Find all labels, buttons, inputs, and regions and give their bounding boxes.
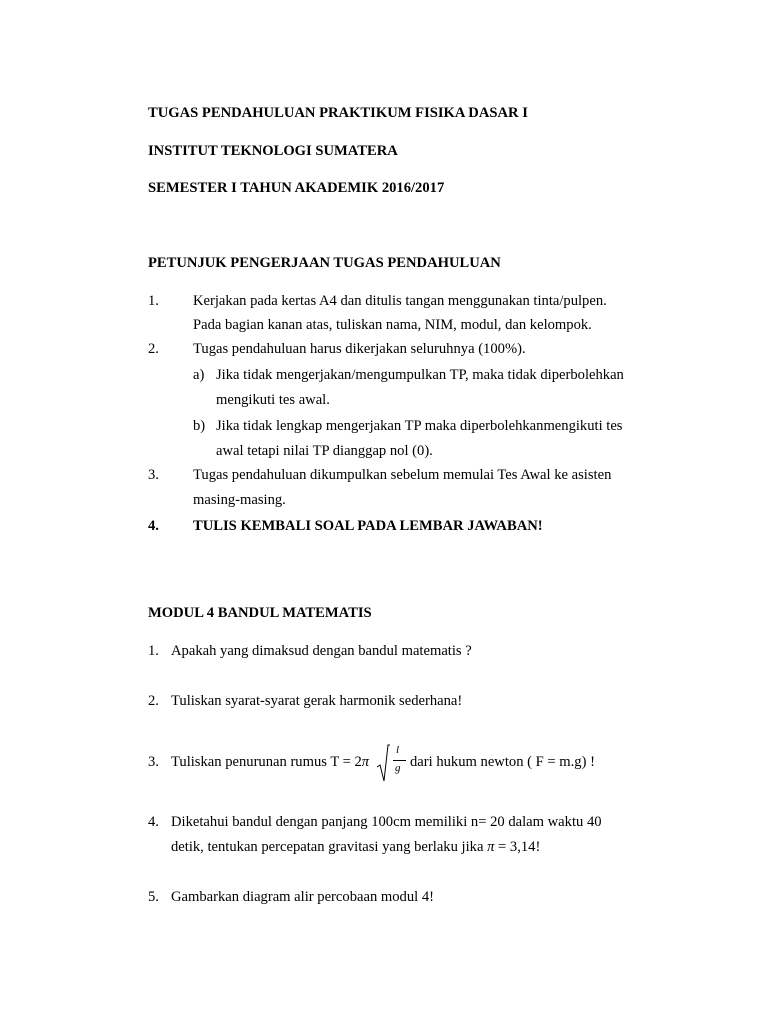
question-4-line-2-before: detik, tentukan percepatan gravitasi yang berlaku jika <box>171 839 488 855</box>
instruction-3-line-1: Tugas pendahuluan dikumpulkan sebelum memulai Tes Awal ke asisten <box>193 467 612 483</box>
instruction-2a-line-1: Jika tidak mengerjakan/mengumpulkan TP, maka tidak diperbolehkan <box>216 367 624 383</box>
question-3-text-after: dari hukum newton ( F = m.g) ! <box>410 754 595 770</box>
fraction-bar <box>393 760 406 761</box>
instructions-title: PETUNJUK PENGERJAAN TUGAS PENDAHULUAN <box>148 255 501 271</box>
doc-title-line-3: SEMESTER I TAHUN AKADEMIK 2016/2017 <box>148 180 445 196</box>
fraction-l-over-g <box>388 745 412 783</box>
question-5-text: Gambarkan diagram alir percobaan modul 4! <box>171 889 434 905</box>
module-title: MODUL 4 BANDUL MATEMATIS <box>148 605 372 621</box>
question-1-number: 1. <box>148 643 159 659</box>
instruction-4-line-1: TULIS KEMBALI SOAL PADA LEMBAR JAWABAN! <box>193 518 543 534</box>
instruction-2b-line-1: Jika tidak lengkap mengerjakan TP maka diperbolehkanmengikuti tes <box>216 418 623 434</box>
instruction-2-line-1: Tugas pendahuluan harus dikerjakan seluruhnya (100%). <box>193 341 526 357</box>
instruction-1-line-2: Pada bagian kanan atas, tuliskan nama, NIM, modul, dan kelompok. <box>193 317 592 333</box>
question-4-line-2 <box>171 840 540 855</box>
doc-title-line-2: INSTITUT TEKNOLOGI SUMATERA <box>148 143 398 159</box>
question-4-line-2-after: = 3,14! <box>494 839 541 855</box>
instruction-3-line-2: masing-masing. <box>193 492 286 508</box>
instruction-2a-letter: a) <box>193 367 205 383</box>
pi-symbol: π <box>361 754 370 770</box>
instruction-1-number: 1. <box>148 293 159 309</box>
doc-title-line-1: TUGAS PENDAHULUAN PRAKTIKUM FISIKA DASAR I <box>148 105 528 121</box>
instruction-2-number: 2. <box>148 341 159 357</box>
pi-symbol-2: π <box>487 839 495 855</box>
question-3-text-before-span: Tuliskan penurunan rumus T = 2 <box>171 754 362 770</box>
question-1-text: Apakah yang dimaksud dengan bandul matematis ? <box>171 643 472 659</box>
question-2-text: Tuliskan syarat-syarat gerak harmonik sederhana! <box>171 693 463 709</box>
fraction-numerator: l <box>396 744 400 756</box>
instruction-2b-letter: b) <box>193 418 206 434</box>
question-3-number: 3. <box>148 754 159 770</box>
question-3-text-before <box>171 755 369 770</box>
question-5-number: 5. <box>148 889 159 905</box>
instruction-2a-line-2: mengikuti tes awal. <box>216 392 330 408</box>
question-4-number: 4. <box>148 814 159 830</box>
question-2-number: 2. <box>148 693 159 709</box>
instruction-3-number: 3. <box>148 467 159 483</box>
question-4-line-1: Diketahui bandul dengan panjang 100cm memiliki n= 20 dalam waktu 40 <box>171 814 602 830</box>
instruction-4-number: 4. <box>148 518 159 534</box>
fraction-denominator: g <box>395 762 401 774</box>
instruction-2b-line-2: awal tetapi nilai TP dianggap nol (0). <box>216 443 433 459</box>
instruction-1-line-1: Kerjakan pada kertas A4 dan ditulis tangan menggunakan tinta/pulpen. <box>193 293 607 309</box>
